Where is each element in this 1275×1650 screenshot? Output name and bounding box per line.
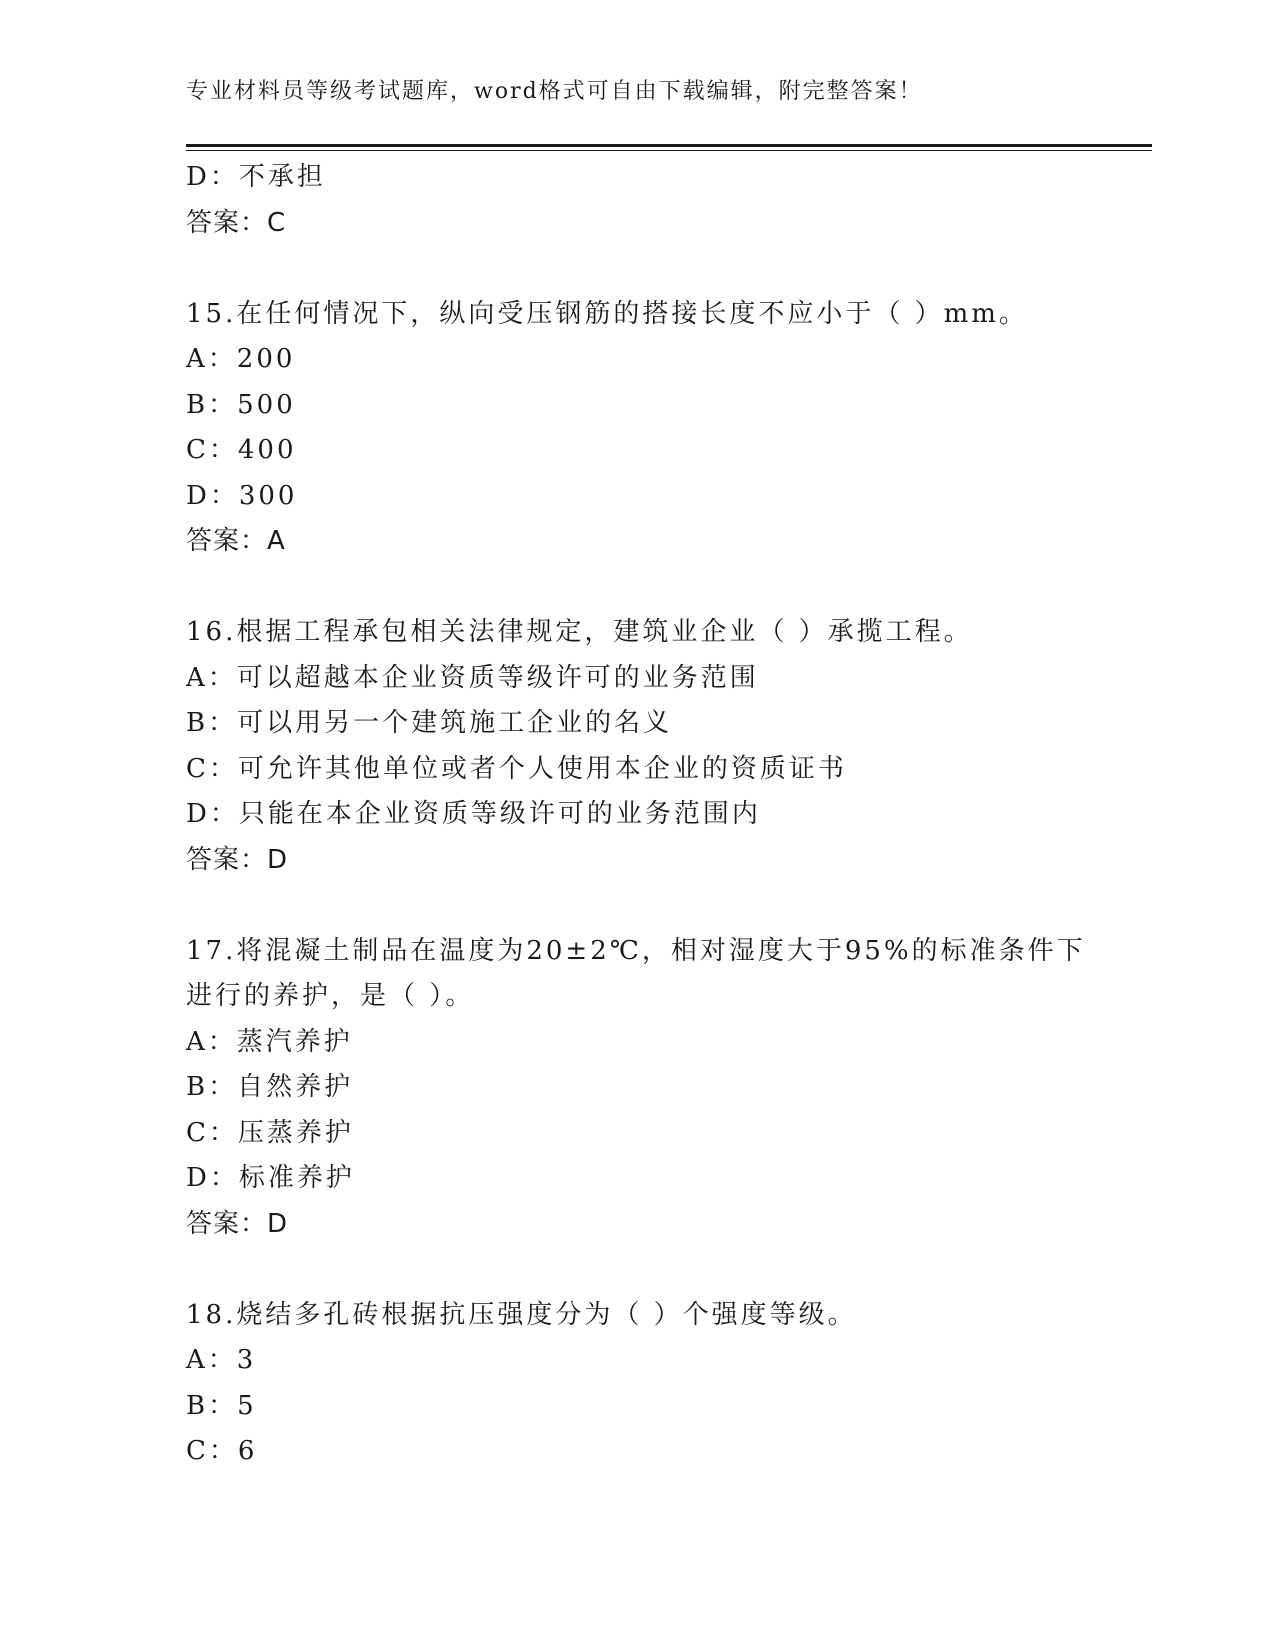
question-17 bbox=[186, 929, 1086, 1248]
spacer bbox=[186, 883, 1086, 929]
header-divider-thick bbox=[186, 144, 1152, 147]
answer-line: 答案：C bbox=[186, 207, 287, 238]
document-body bbox=[186, 155, 1086, 1475]
question-16 bbox=[186, 610, 1086, 883]
page-header: 专业材料员等级考试题库，word格式可自由下载编辑，附完整答案！ bbox=[186, 79, 923, 104]
spacer bbox=[186, 246, 1086, 292]
question-15 bbox=[186, 292, 1086, 565]
option-d: D：标准养护 bbox=[186, 1163, 355, 1193]
option-a: A：200 bbox=[186, 344, 296, 374]
option-c: C：400 bbox=[186, 435, 297, 465]
header-divider-thin bbox=[186, 150, 1152, 151]
spacer bbox=[186, 1247, 1086, 1293]
spacer bbox=[186, 565, 1086, 611]
answer-line: 答案：D bbox=[186, 1208, 289, 1239]
option-a: A：可以超越本企业资质等级许可的业务范围 bbox=[186, 662, 759, 693]
option-b: B：500 bbox=[186, 389, 296, 420]
option-a: A：3 bbox=[186, 1345, 257, 1375]
option-b: B：自然养护 bbox=[186, 1072, 354, 1102]
option-a: A：蒸汽养护 bbox=[186, 1026, 353, 1057]
question-stem: 15.在任何情况下，纵向受压钢筋的搭接长度不应小于（ ）mm。 bbox=[186, 298, 1028, 329]
option-d: D：300 bbox=[186, 480, 298, 511]
question-stem: 18.烧结多孔砖根据抗压强度分为（ ）个强度等级。 bbox=[186, 1299, 857, 1330]
option-d: D：只能在本企业资质等级许可的业务范围内 bbox=[186, 799, 761, 829]
question-18 bbox=[186, 1293, 1086, 1475]
answer-line: 答案：A bbox=[186, 526, 286, 556]
option-c: C：可允许其他单位或者个人使用本企业的资质证书 bbox=[186, 753, 847, 784]
option-d: D：不承担 bbox=[186, 162, 326, 192]
question-stem-continued: 进行的养护，是（ ）。 bbox=[186, 981, 475, 1011]
answer-line: 答案：D bbox=[186, 844, 289, 875]
option-c: C：6 bbox=[186, 1436, 258, 1466]
option-b: B：5 bbox=[186, 1390, 257, 1421]
option-b: B：可以用另一个建筑施工企业的名义 bbox=[186, 708, 673, 738]
question-stem: 17.将混凝土制品在温度为20±2℃，相对湿度大于95%的标准条件下 bbox=[186, 935, 1086, 966]
option-c: C：压蒸养护 bbox=[186, 1117, 354, 1148]
question-stem: 16.根据工程承包相关法律规定，建筑业企业（ ）承揽工程。 bbox=[186, 617, 973, 647]
